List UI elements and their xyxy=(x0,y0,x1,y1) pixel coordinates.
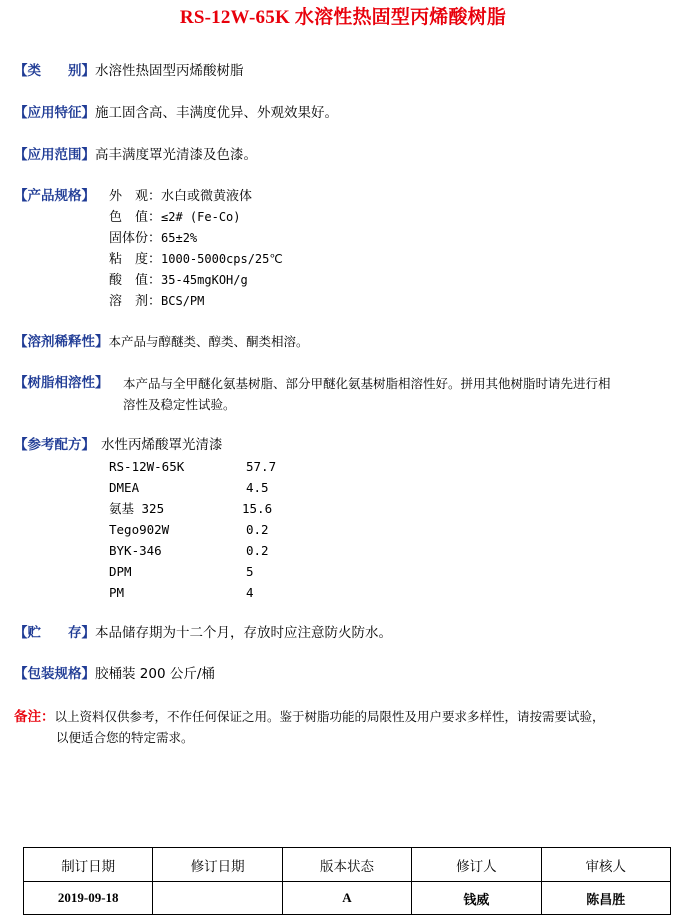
storage-value: 本品储存期为十二个月，存放时应注意防火防水。 xyxy=(95,625,392,641)
specs-row xyxy=(14,186,95,207)
dilution-value: 本产品与醇醚类、醇类、酮类相溶。 xyxy=(108,334,309,349)
note-line1-row xyxy=(14,706,605,728)
formula-item xyxy=(109,540,269,561)
spec-name: 粘 度： xyxy=(109,252,162,267)
features-label: 【应用特征】 xyxy=(14,105,95,121)
spec-name: 溶 剂： xyxy=(109,294,162,309)
spec-acid-value xyxy=(109,270,248,291)
header-issue-date: 制订日期 xyxy=(24,848,153,882)
features-value: 施工固含高、丰满度优异、外观效果好。 xyxy=(95,105,338,121)
revision-header-row xyxy=(24,848,671,882)
spec-solids xyxy=(109,228,197,249)
scope-label: 【应用范围】 xyxy=(14,147,95,163)
spec-value: 水白或微黄液体 xyxy=(161,189,253,204)
formula-item-amount: 5 xyxy=(246,564,254,579)
specs-label: 【产品规格】 xyxy=(14,188,95,204)
formula-label: 【参考配方】 xyxy=(14,437,95,453)
formula-item-amount: 0.2 xyxy=(246,543,269,558)
header-version-status: 版本状态 xyxy=(282,848,411,882)
issue-date-value: 2019-09-18 xyxy=(24,882,153,915)
spec-name: 外 观： xyxy=(109,189,162,204)
spec-value: ≤2# (Fe-Co) xyxy=(161,210,241,224)
header-reviser: 修订人 xyxy=(412,848,541,882)
formula-item-name: RS-12W-65K xyxy=(109,459,185,474)
packaging-label: 【包装规格】 xyxy=(14,666,95,682)
formula-item-amount: 57.7 xyxy=(246,459,277,474)
packaging-row xyxy=(14,664,215,685)
compatibility-line2: 溶性及稳定性试验。 xyxy=(123,397,236,412)
formula-item-name: DPM xyxy=(109,564,132,579)
version-status-value: A xyxy=(282,882,411,915)
formula-item-amount: 15.6 xyxy=(242,501,273,516)
formula-item-name: DMEA xyxy=(109,480,140,495)
spec-name: 酸 值： xyxy=(109,273,162,288)
formula-heading: 水性丙烯酸罩光清漆 xyxy=(101,437,223,453)
storage-label: 【贮 存】 xyxy=(14,625,95,641)
dilution-row xyxy=(14,331,309,353)
revision-table xyxy=(23,847,671,915)
formula-item xyxy=(109,582,254,603)
scope-value: 高丰满度罩光清漆及色漆。 xyxy=(95,147,257,163)
formula-item-name: 氨基 325 xyxy=(109,501,165,516)
compatibility-label: 【树脂相溶性】 xyxy=(14,375,109,391)
category-value: 水溶性热固型丙烯酸树脂 xyxy=(95,63,244,79)
formula-item xyxy=(109,456,277,477)
formula-item xyxy=(109,519,269,540)
approver-value: 陈昌胜 xyxy=(541,882,670,915)
formula-item-amount: 0.2 xyxy=(246,522,269,537)
spec-name: 色 值： xyxy=(109,210,162,225)
spec-appearance xyxy=(109,186,252,207)
formula-item-amount: 4 xyxy=(246,585,254,600)
header-approver: 审核人 xyxy=(541,848,670,882)
category-row xyxy=(14,61,244,82)
compatibility-line1: 本产品与全甲醚化氨基树脂、部分甲醚化氨基树脂相溶性好。拼用其他树脂时请先进行相 xyxy=(123,376,611,391)
formula-row xyxy=(14,435,223,456)
formula-item-name: BYK-346 xyxy=(109,543,162,558)
formula-item-amount: 4.5 xyxy=(246,480,269,495)
spec-solvent xyxy=(109,291,204,312)
spec-value: 1000-5000cps/25℃ xyxy=(161,252,283,266)
formula-item xyxy=(109,477,269,498)
packaging-value: 胶桶装 200 公斤/桶 xyxy=(95,666,215,682)
note-label: 备注： xyxy=(14,709,55,725)
category-label: 【类 别】 xyxy=(14,63,95,79)
revision-date-value xyxy=(153,882,282,915)
document-title: RS-12W-65K 水溶性热固型丙烯酸树脂 xyxy=(179,7,507,28)
formula-item-name: Tego902W xyxy=(109,522,170,537)
compatibility-row xyxy=(14,373,109,394)
spec-value: 35-45mgKOH/g xyxy=(161,273,248,287)
storage-row xyxy=(14,623,392,644)
spec-value: 65±2% xyxy=(161,231,198,245)
features-row xyxy=(14,103,338,124)
formula-item xyxy=(109,561,254,582)
note-line2: 以便适合您的特定需求。 xyxy=(56,730,194,745)
formula-item-name: PM xyxy=(109,585,125,600)
scope-row xyxy=(14,145,257,166)
revision-value-row xyxy=(24,882,671,915)
header-revision-date: 修订日期 xyxy=(153,848,282,882)
spec-color xyxy=(109,207,241,228)
dilution-label: 【溶剂稀释性】 xyxy=(14,334,109,350)
reviser-value: 钱威 xyxy=(412,882,541,915)
formula-item xyxy=(109,498,273,519)
note-line1: 以上资料仅供参考，不作任何保证之用。鉴于树脂功能的局限性及用户要求多样性，请按需要试验， xyxy=(54,709,605,724)
spec-viscosity xyxy=(109,249,283,270)
spec-name: 固体份： xyxy=(109,231,162,246)
spec-value: BCS/PM xyxy=(161,294,205,308)
